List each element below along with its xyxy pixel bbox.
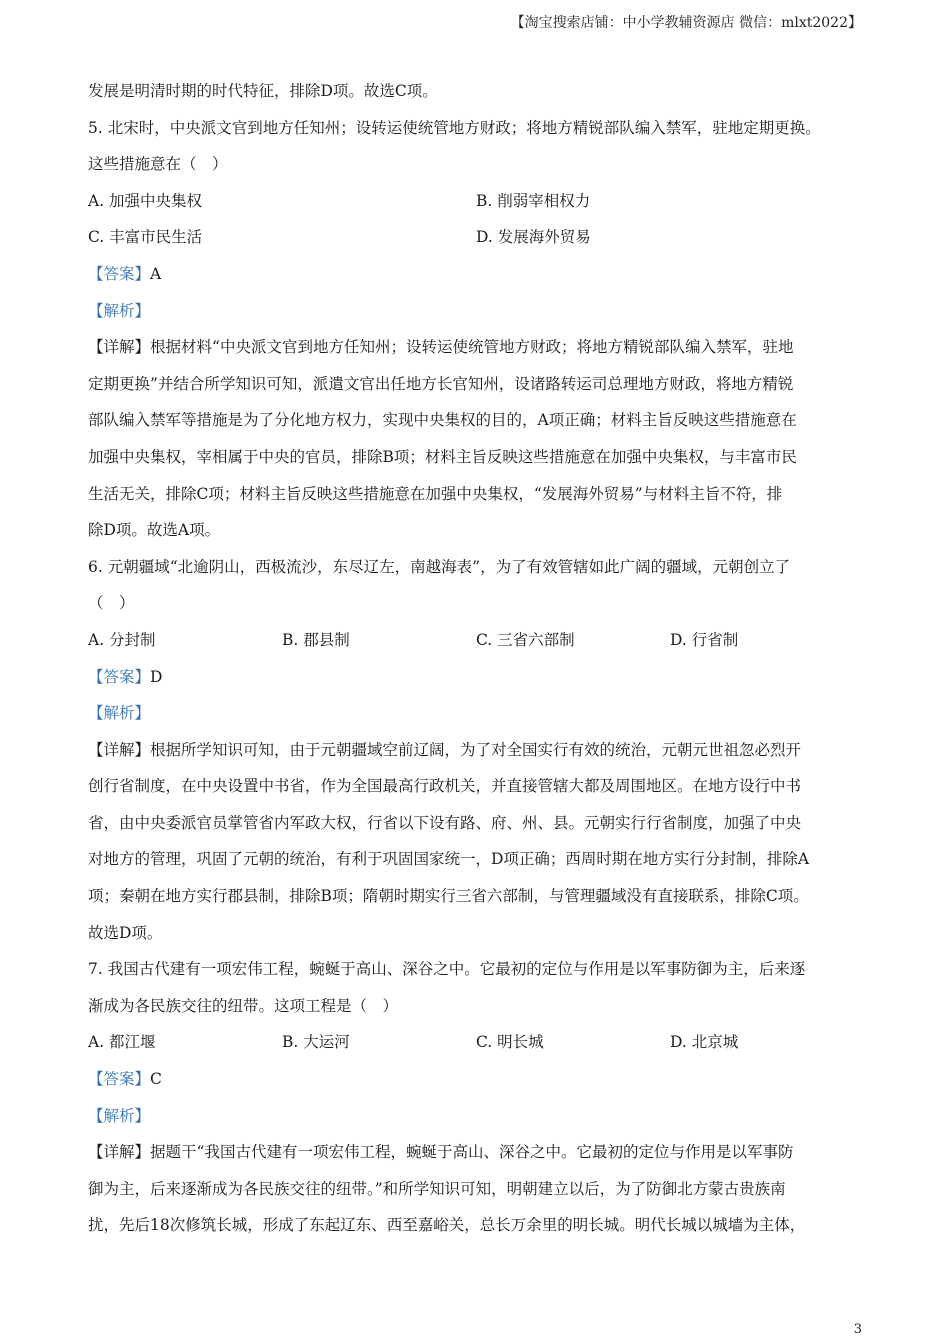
analysis-line bbox=[88, 700, 863, 737]
option-a: A. 加强中央集权 bbox=[88, 191, 203, 210]
options-row bbox=[88, 1029, 863, 1066]
option-c: C. 丰富市民生活 bbox=[88, 228, 203, 247]
detail-tag: 【详解】 bbox=[88, 740, 151, 759]
detail-text: 根据所学知识可知，由于元朝疆域空前辽阔，为了对全国实行有效的统治，元朝元世祖忽必烈开 bbox=[150, 740, 802, 759]
previous-answer-tail: 发展是明清时期的时代特征，排除D项。故选C项。 bbox=[88, 82, 438, 100]
detail-line bbox=[88, 737, 863, 774]
detail-tag: 【详解】 bbox=[88, 1143, 151, 1162]
detail-text: 除D项。故选A项。 bbox=[88, 521, 221, 540]
question-stem: 6. 元朝疆域“北逾阴山，西极流沙，东尽辽左，南越海表”，为了有效管辖如此广阔的疆域，元朝创立了 bbox=[88, 557, 791, 576]
option-c: C. 三省六部制 bbox=[476, 630, 575, 649]
question-7 bbox=[88, 956, 863, 1249]
question-6 bbox=[88, 554, 863, 957]
page-number: 3 bbox=[853, 1322, 862, 1337]
answer-tag: 【答案】 bbox=[88, 667, 151, 686]
question-stem: 5. 北宋时，中央派文官到地方任知州；设转运使统管地方财政；将地方精锐部队编入禁军，驻地定期更换。 bbox=[88, 118, 821, 137]
option-b: B. 大运河 bbox=[282, 1033, 350, 1052]
option-b: B. 郡县制 bbox=[282, 630, 350, 649]
detail-line bbox=[88, 334, 863, 371]
detail-text: 御为主，后来逐渐成为各民族交往的纽带。”和所学知识可知，明朝建立以后，为了防御北方蒙古贵族南 bbox=[88, 1179, 786, 1198]
detail-line bbox=[88, 1139, 863, 1176]
answer-tag: 【答案】 bbox=[88, 264, 151, 283]
answer-tag: 【答案】 bbox=[88, 1070, 151, 1089]
detail-text: 据题干“我国古代建有一项宏伟工程，蜿蜒于高山、深谷之中。它最初的定位与作用是以军事防 bbox=[150, 1143, 794, 1162]
options-row bbox=[88, 224, 863, 261]
analysis-tag: 【解析】 bbox=[88, 301, 151, 320]
detail-tag: 【详解】 bbox=[88, 338, 151, 357]
answer-value: A bbox=[150, 264, 162, 283]
answer-line bbox=[88, 1066, 863, 1103]
detail-text: 部队编入禁军等措施是为了分化地方权力，实现中央集权的目的，A项正确；材料主旨反映这些措施意在 bbox=[88, 411, 797, 430]
answer-line bbox=[88, 664, 863, 701]
analysis-line bbox=[88, 1103, 863, 1140]
option-b: B. 削弱宰相权力 bbox=[476, 191, 591, 210]
document-body bbox=[88, 78, 863, 1249]
question-stem: 这些措施意在（ ） bbox=[88, 155, 228, 174]
answer-line bbox=[88, 261, 863, 298]
detail-text: 生活无关，排除C项；材料主旨反映这些措施意在加强中央集权，“发展海外贸易”与材料主旨不符，排 bbox=[88, 484, 783, 503]
question-5 bbox=[88, 115, 863, 554]
page-header: 【淘宝搜索店铺：中小学教辅资源店 微信：mlxt2022】 bbox=[510, 15, 862, 31]
answer-value: D bbox=[150, 667, 163, 686]
options-row bbox=[88, 627, 863, 664]
answer-value: C bbox=[150, 1070, 162, 1089]
detail-text: 加强中央集权，宰相属于中央的官员，排除B项；材料主旨反映这些措施意在加强中央集权，与丰富市民 bbox=[88, 447, 797, 466]
option-d: D. 行省制 bbox=[670, 630, 739, 649]
option-d: D. 发展海外贸易 bbox=[476, 228, 591, 247]
option-d: D. 北京城 bbox=[670, 1033, 739, 1052]
analysis-line bbox=[88, 298, 863, 335]
question-stem: 7. 我国古代建有一项宏伟工程，蜿蜒于高山、深谷之中。它最初的定位与作用是以军事防御为主，后来逐 bbox=[88, 960, 806, 979]
option-a: A. 都江堰 bbox=[88, 1033, 156, 1052]
detail-text: 创行省制度，在中央设置中书省，作为全国最高行政机关，并直接管辖大都及周围地区。在地方设行中书 bbox=[88, 777, 802, 796]
detail-text: 项；秦朝在地方实行郡县制，排除B项；隋朝时期实行三省六部制，与管理疆域没有直接联系，排除C项。 bbox=[88, 887, 809, 906]
question-stem: 渐成为各民族交往的纽带。这项工程是（ ） bbox=[88, 996, 399, 1015]
detail-text: 对地方的管理，巩固了元朝的统治，有利于巩固国家统一，D项正确；西周时期在地方实行分封制，排除A bbox=[88, 850, 810, 869]
question-stem: （ ） bbox=[88, 594, 135, 613]
analysis-tag: 【解析】 bbox=[88, 1106, 151, 1125]
detail-text: 故选D项。 bbox=[88, 923, 163, 942]
option-a: A. 分封制 bbox=[88, 630, 156, 649]
option-c: C. 明长城 bbox=[476, 1033, 544, 1052]
options-row bbox=[88, 188, 863, 225]
analysis-tag: 【解析】 bbox=[88, 704, 151, 723]
detail-text: 省，由中央委派官员掌管省内军政大权，行省以下设有路、府、州、县。元朝实行行省制度，加强了中央 bbox=[88, 813, 802, 832]
detail-text: 扰，先后18次修筑长城，形成了东起辽东、西至嘉峪关，总长万余里的明长城。明代长城以城墙为主体， bbox=[88, 1216, 806, 1235]
detail-text: 根据材料“中央派文官到地方任知州；设转运使统管地方财政；将地方精锐部队编入禁军，驻地 bbox=[150, 338, 794, 357]
detail-text: 定期更换”并结合所学知识可知，派遣文官出任地方长官知州，设诸路转运司总理地方财政，将地方精锐 bbox=[88, 374, 794, 393]
